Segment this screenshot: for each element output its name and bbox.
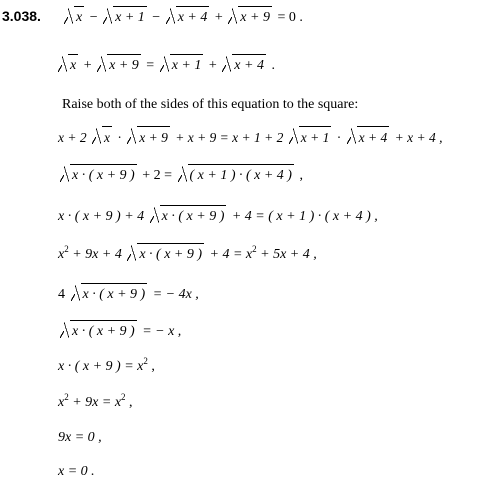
- instruction-text: Raise both of the sides of this equation to the square:: [62, 97, 359, 112]
- sqrt: x + 4: [220, 54, 266, 75]
- equation-line-10: x · ( x + 9 ) = $x^2$ ,: [58, 356, 155, 374]
- equation-line-13: x = 0 .: [58, 464, 95, 479]
- equation-line-12: 9x = 0 ,: [58, 430, 102, 445]
- sqrt: x + 9: [95, 54, 141, 75]
- sqrt: x + 4: [345, 126, 390, 147]
- sqrt: x + 4: [164, 6, 210, 27]
- equation-line-7: $x^2 + 9x + 4$ x · ( x + 9 ) + $4 = x^2 + 5x + 4$ ,: [58, 244, 317, 262]
- sqrt: x + 9: [226, 6, 272, 27]
- sqrt: x · ( x + 9 ): [58, 320, 137, 341]
- sqrt: x · ( x + 9 ): [148, 205, 227, 226]
- equation-line-1: x − x + 1 − x + 4 + x + 9 = 0 .: [62, 6, 303, 27]
- sqrt: x: [62, 6, 84, 27]
- sqrt: x + 1: [158, 54, 204, 75]
- equation-line-6: x · ( x + 9 ) + 4 x · ( x + 9 ) + 4 = ( x + 1 ) · ( x + 4 ) ,: [58, 205, 378, 226]
- sqrt: x + 1: [287, 126, 332, 147]
- sqrt: x · ( x + 9 ): [69, 283, 148, 304]
- equation-line-8: 4 x · ( x + 9 ) = − 4x ,: [58, 283, 199, 304]
- sqrt: x + 1: [101, 6, 147, 27]
- equation-line-9: x · ( x + 9 ) = − x ,: [58, 320, 181, 341]
- equation-line-11: $x^2 + 9x = x^2$ ,: [58, 392, 133, 410]
- sqrt: x: [90, 126, 112, 147]
- sqrt: x + 9: [125, 126, 170, 147]
- equation-line-2: x + x + 9 = x + 1 + x + 4 .: [56, 54, 275, 75]
- sqrt: x · ( x + 9 ): [125, 243, 204, 264]
- sqrt: x: [56, 54, 78, 75]
- sqrt: x · ( x + 9 ): [58, 164, 137, 185]
- equation-line-5: x · ( x + 9 ) + 2 = ( x + 1 ) · ( x + 4 ) ,: [58, 164, 303, 185]
- equation-line-4: x + 2 x · x + 9 + x + 9 = x + 1 + 2 x + 1 · x + 4 + x + 4 ,: [58, 126, 442, 147]
- sqrt: ( x + 1 ) · ( x + 4 ): [176, 164, 294, 185]
- problem-number: 3.038.: [2, 8, 41, 24]
